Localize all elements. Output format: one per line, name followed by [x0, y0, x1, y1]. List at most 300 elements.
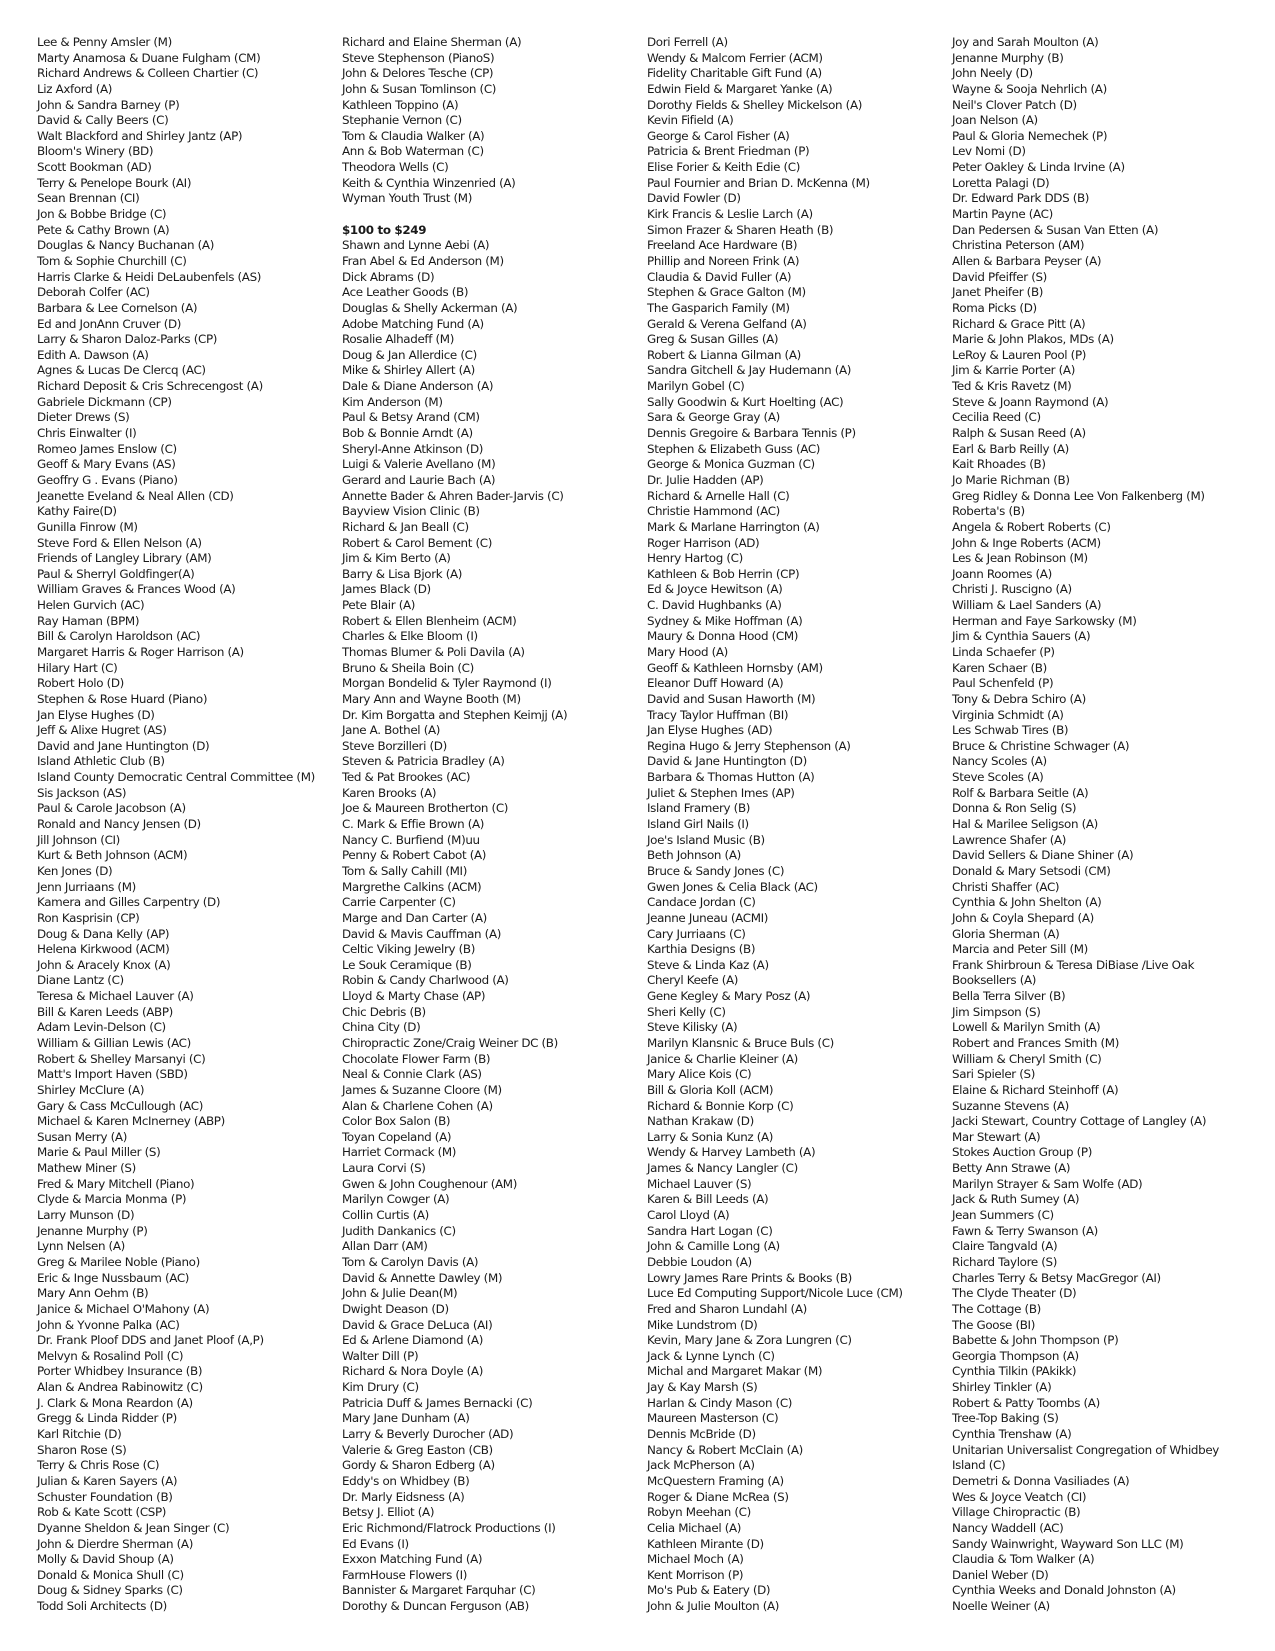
donor-entry: Bruno & Sheila Boin (C)	[342, 660, 474, 675]
donor-entry: Bayview Vision Clinic (B)	[342, 504, 480, 519]
donor-entry: Cary Jurriaans (C)	[647, 926, 746, 941]
donor-entry: Linda Schaefer (P)	[952, 644, 1055, 659]
donor-entry: Richard & Nora Doyle (A)	[342, 1364, 483, 1379]
donor-entry: Gwen Jones & Celia Black (AC)	[647, 879, 818, 894]
donor-entry: Donald & Mary Setsodi (CM)	[952, 863, 1111, 878]
donor-entry: Steve Ford & Ellen Nelson (A)	[37, 535, 202, 550]
donor-entry: Judith Dankanics (C)	[342, 1223, 456, 1238]
donor-entry: Ann & Bob Waterman (C)	[342, 144, 484, 159]
donor-entry: Doug & Sidney Sparks (C)	[37, 1583, 183, 1598]
donor-entry: Charles Terry & Betsy MacGregor (AI)	[952, 1270, 1161, 1285]
donor-entry: Janice & Michael O'Mahony (A)	[37, 1301, 210, 1316]
donor-entry: Richard and Elaine Sherman (A)	[342, 35, 522, 49]
donor-entry: Ray Haman (BPM)	[37, 613, 140, 628]
donor-entry: Neal & Connie Clark (AS)	[342, 1067, 482, 1082]
donor-entry: Bannister & Margaret Farquhar (C)	[342, 1583, 536, 1598]
donor-entry: Nancy C. Burfiend (M)uu	[342, 832, 480, 847]
donor-entry: Edwin Field & Margaret Yanke (A)	[647, 81, 833, 96]
donor-entry: Sandra Hart Logan (C)	[647, 1223, 773, 1238]
donor-entry: Mathew Miner (S)	[37, 1161, 136, 1176]
donor-entry: Jenn Jurriaans (M)	[37, 879, 136, 894]
donor-entry: Dr. Julie Hadden (AP)	[647, 472, 764, 487]
donor-entry: Earl & Barb Reilly (A)	[952, 441, 1069, 456]
donor-entry: Jon & Bobbe Bridge (C)	[37, 207, 167, 222]
donor-entry: Island Girl Nails (I)	[647, 817, 749, 832]
donor-entry: Marie & John Plakos, MDs (A)	[952, 332, 1114, 347]
donor-entry: Ed & Arlene Diamond (A)	[342, 1333, 483, 1348]
donor-entry: Chic Debris (B)	[342, 1004, 426, 1019]
donor-list-page	[37, 35, 1267, 1635]
donor-entry: Village Chiropractic (B)	[952, 1505, 1081, 1520]
donor-entry: Walter Dill (P)	[342, 1348, 419, 1363]
donor-entry: Paul Schenfeld (P)	[952, 676, 1054, 691]
donor-entry: John & Julie Dean(M)	[342, 1286, 458, 1301]
donor-entry: Karen Schaer (B)	[952, 660, 1047, 675]
donor-entry: Sari Spieler (S)	[952, 1067, 1036, 1082]
donor-entry: China City (D)	[342, 1020, 421, 1035]
donor-entry: Friends of Langley Library (AM)	[37, 551, 212, 566]
donor-entry: Paul Fournier and Brian D. McKenna (M)	[647, 175, 870, 190]
donor-entry: Karthia Designs (B)	[647, 942, 756, 957]
donor-entry: Hilary Hart (C)	[37, 660, 118, 675]
donor-entry: Henry Hartog (C)	[647, 551, 743, 566]
donor-entry: Sharon Rose (S)	[37, 1442, 127, 1457]
donor-entry: Cecilia Reed (C)	[952, 410, 1041, 425]
donor-entry: Jacki Stewart, Country Cottage of Langley (A)	[952, 1114, 1207, 1129]
donor-entry: Richard Taylore (S)	[952, 1254, 1058, 1269]
donor-entry: Karen Brooks (A)	[342, 785, 437, 800]
donor-entry: Martin Payne (AC)	[952, 207, 1053, 222]
donor-entry: Gordy & Sharon Edberg (A)	[342, 1458, 495, 1473]
donor-entry: Roma Picks (D)	[952, 300, 1037, 315]
donor-entry: Jenanne Murphy (P)	[37, 1223, 148, 1238]
donor-entry: Paul & Gloria Nemechek (P)	[952, 128, 1108, 143]
donor-entry: Robyn Meehan (C)	[647, 1505, 751, 1520]
donor-entry: Betsy J. Elliot (A)	[342, 1505, 435, 1520]
donor-entry: Lawrence Shafer (A)	[952, 832, 1067, 847]
donor-entry: Tom & Sally Cahill (MI)	[342, 863, 467, 878]
donor-entry: Color Box Salon (B)	[342, 1114, 451, 1129]
donor-entry: Annette Bader & Ahren Bader-Jarvis (C)	[342, 488, 564, 503]
donor-entry: Gerard and Laurie Bach (A)	[342, 472, 496, 487]
donor-entry: David & Mavis Cauffman (A)	[342, 926, 502, 941]
donor-entry: Dr. Kim Borgatta and Stephen Keimjj (A)	[342, 707, 568, 722]
donor-entry: Jill Johnson (CI)	[37, 832, 120, 847]
donor-entry: David & Cally Beers (C)	[37, 113, 169, 128]
donor-entry: Steve Scoles (A)	[952, 770, 1044, 785]
donor-entry: Terry & Chris Rose (C)	[37, 1458, 160, 1473]
donor-entry: Michal and Margaret Makar (M)	[647, 1364, 823, 1379]
donor-entry: George & Monica Guzman (C)	[647, 457, 815, 472]
donor-entry: FarmHouse Flowers (I)	[342, 1567, 468, 1582]
donor-entry: Claudia & Tom Walker (A)	[952, 1552, 1095, 1567]
donor-entry: Harlan & Cindy Mason (C)	[647, 1395, 793, 1410]
donor-entry: Doug & Dana Kelly (AP)	[37, 926, 170, 941]
donor-entry: Steve Borzilleri (D)	[342, 738, 447, 753]
donor-entry: James & Nancy Langler (C)	[647, 1161, 798, 1176]
donor-entry: Sis Jackson (AS)	[37, 785, 127, 800]
donor-entry: Shirley McClure (A)	[37, 1082, 145, 1097]
donor-entry: Barry & Lisa Bjork (A)	[342, 566, 463, 581]
donor-entry: C. Mark & Effie Brown (A)	[342, 817, 485, 832]
donor-entry: Molly & David Shoup (A)	[37, 1552, 174, 1567]
donor-entry: David Sellers & Diane Shiner (A)	[952, 848, 1134, 863]
donor-entry: Gregg & Linda Ridder (P)	[37, 1411, 177, 1426]
donor-entry: Demetri & Donna Vasiliades (A)	[952, 1473, 1130, 1488]
donor-entry: Dyanne Sheldon & Jean Singer (C)	[37, 1520, 230, 1535]
donor-entry: Allan Darr (AM)	[342, 1239, 428, 1254]
donor-entry: Dorothy Fields & Shelley Mickelson (A)	[647, 97, 863, 112]
donor-entry: Jim & Karrie Porter (A)	[952, 363, 1075, 378]
donor-entry: John & Inge Roberts (ACM)	[952, 535, 1101, 550]
donor-entry: Kent Morrison (P)	[647, 1567, 744, 1582]
donor-entry: Gloria Sherman (A)	[952, 926, 1060, 941]
donor-entry: Carrie Carpenter (C)	[342, 895, 456, 910]
donor-entry: Larry & Beverly Durocher (AD)	[342, 1427, 514, 1442]
donor-entry: Celia Michael (A)	[647, 1520, 742, 1535]
donor-entry: Matt's Import Haven (SBD)	[37, 1067, 188, 1082]
donor-entry: Patricia & Brent Friedman (P)	[647, 144, 810, 159]
donor-entry: Regina Hugo & Jerry Stephenson (A)	[647, 738, 851, 753]
donor-entry: David and Susan Haworth (M)	[647, 691, 816, 706]
donor-entry: Jay & Kay Marsh (S)	[647, 1380, 758, 1395]
donor-entry: Chocolate Flower Farm (B)	[342, 1051, 491, 1066]
donor-entry: Dwight Deason (D)	[342, 1301, 449, 1316]
donor-entry: Kathleen & Bob Herrin (CP)	[647, 566, 800, 581]
donor-entry: Daniel Weber (D)	[952, 1567, 1049, 1582]
donor-entry: Bill & Carolyn Haroldson (AC)	[37, 629, 201, 644]
donor-entry: Les & Jean Robinson (M)	[952, 551, 1088, 566]
donor-entry: Helen Gurvich (AC)	[37, 598, 145, 613]
donor-entry: Joan Nelson (A)	[952, 113, 1038, 128]
donor-entry: Robert & Lianna Gilman (A)	[647, 347, 801, 362]
donor-entry: Clyde & Marcia Monma (P)	[37, 1192, 187, 1207]
donor-entry: Laura Corvi (S)	[342, 1161, 426, 1176]
donor-entry: John & Aracely Knox (A)	[37, 957, 171, 972]
donor-entry: Robert & Shelley Marsanyi (C)	[37, 1051, 206, 1066]
donor-entry: Edith A. Dawson (A)	[37, 347, 149, 362]
donor-entry: Robert and Frances Smith (M)	[952, 1036, 1120, 1050]
donor-entry: Dick Abrams (D)	[342, 269, 435, 284]
donor-entry: Eric & Inge Nussbaum (AC)	[37, 1270, 190, 1285]
donor-entry: Mike & Shirley Allert (A)	[342, 363, 475, 378]
donor-entry: Debbie Loudon (A)	[647, 1254, 752, 1269]
donor-entry: Dr. Marly Eidsness (A)	[342, 1489, 465, 1504]
donor-entry: William & Cheryl Smith (C)	[952, 1051, 1102, 1066]
donor-entry: Dieter Drews (S)	[37, 410, 130, 425]
donor-entry: Richard Deposit & Cris Schrecengost (A)	[37, 379, 263, 394]
donor-entry: Richard Andrews & Colleen Chartier (C)	[37, 66, 259, 81]
donor-entry: David & Annette Dawley (M)	[342, 1270, 503, 1285]
donor-entry: Mary Jane Dunham (A)	[342, 1411, 470, 1426]
donor-entry: Jeff & Alixe Hugret (AS)	[37, 723, 167, 738]
donor-entry: Marilyn Strayer & Sam Wolfe (AD)	[952, 1176, 1143, 1191]
donor-entry: Helena Kirkwood (ACM)	[37, 942, 170, 957]
donor-entry: Rolf & Barbara Seitle (A)	[952, 785, 1089, 800]
donor-entry: Beth Johnson (A)	[647, 848, 741, 863]
donor-entry: Susan Merry (A)	[37, 1129, 128, 1144]
donor-column-4	[952, 35, 1267, 1635]
donor-entry: Hal & Marilee Seligson (A)	[952, 817, 1098, 832]
donor-entry: Freeland Ace Hardware (B)	[647, 238, 798, 253]
donor-entry: Christi J. Ruscigno (A)	[952, 582, 1072, 597]
donor-entry: Jean Summers (C)	[952, 1208, 1054, 1223]
donor-entry: Gwen & John Coughenour (AM)	[342, 1176, 518, 1191]
donor-entry: Mary Ann Oehm (B)	[37, 1286, 149, 1301]
donor-entry: Loretta Palagi (D)	[952, 175, 1050, 190]
donor-entry: Robert & Patty Toombs (A)	[952, 1395, 1100, 1410]
donor-entry: Wyman Youth Trust (M)	[342, 191, 473, 206]
donor-entry: Todd Soli Architects (D)	[37, 1599, 167, 1614]
donor-entry: Gary & Cass McCullough (AC)	[37, 1098, 203, 1113]
donor-entry: Christie Hammond (AC)	[647, 504, 780, 519]
donor-entry: Valerie & Greg Easton (CB)	[342, 1442, 493, 1457]
donor-entry: Wendy & Malcom Ferrier (ACM)	[647, 50, 823, 65]
donor-entry: Geoffry G . Evans (Piano)	[37, 472, 178, 487]
donor-entry: Greg & Susan Gilles (A)	[647, 332, 779, 347]
donor-entry: Exxon Matching Fund (A)	[342, 1552, 483, 1567]
donor-entry: Sandra Gitchell & Jay Hudemann (A)	[647, 363, 852, 378]
donor-entry: Pete Blair (A)	[342, 598, 416, 613]
donor-entry: Adam Levin-Delson (C)	[37, 1020, 166, 1035]
donor-entry: Les Schwab Tires (B)	[952, 723, 1069, 738]
donor-entry: Claudia & David Fuller (A)	[647, 269, 792, 284]
donor-entry: Sandy Wainwright, Wayward Son LLC (M)	[952, 1536, 1184, 1551]
donor-entry: Tom & Claudia Walker (A)	[342, 128, 485, 143]
donor-entry: Thomas Blumer & Poli Davila (A)	[342, 644, 525, 659]
donor-entry: Greg & Marilee Noble (Piano)	[37, 1254, 200, 1269]
donor-entry: Joy and Sarah Moulton (A)	[952, 35, 1099, 49]
donor-entry: Roger & Diane McRea (S)	[647, 1489, 789, 1504]
donor-entry: Lloyd & Marty Chase (AP)	[342, 989, 486, 1004]
donor-entry: Mary Ann and Wayne Booth (M)	[342, 691, 521, 706]
donor-entry: Jan Elyse Hughes (D)	[37, 707, 155, 722]
donor-entry: Fidelity Charitable Gift Fund (A)	[647, 66, 822, 81]
donor-entry: Shirley Tinkler (A)	[952, 1380, 1052, 1395]
donor-entry: Joe & Maureen Brotherton (C)	[342, 801, 509, 816]
donor-entry: Greg Ridley & Donna Lee Von Falkenberg (M)	[952, 488, 1205, 503]
donor-entry: Carol Lloyd (A)	[647, 1208, 730, 1223]
donor-entry: Bella Terra Silver (B)	[952, 989, 1066, 1004]
donor-entry: Phillip and Noreen Frink (A)	[647, 253, 800, 268]
donor-entry: Steve Stephenson (PianoS)	[342, 50, 495, 65]
donor-entry: Fawn & Terry Swanson (A)	[952, 1223, 1098, 1238]
donor-entry: Marilyn Gobel (C)	[647, 379, 745, 394]
donor-entry: Georgia Thompson (A)	[952, 1348, 1079, 1363]
donation-tier-heading: $100 to $249	[342, 222, 427, 237]
donor-entry: Ron Kasprisin (CP)	[37, 910, 140, 925]
donor-entry: Harris Clarke & Heidi DeLaubenfels (AS)	[37, 269, 262, 284]
donor-entry: David Pfeiffer (S)	[952, 269, 1047, 284]
donor-entry: Jim & Cynthia Sauers (A)	[952, 629, 1091, 644]
donor-entry: Larry Munson (D)	[37, 1208, 135, 1223]
donor-entry: Luigi & Valerie Avellano (M)	[342, 457, 496, 472]
donor-entry: Collin Curtis (A)	[342, 1208, 429, 1223]
donor-entry: Ted & Kris Ravetz (M)	[952, 379, 1072, 394]
donor-entry: Paul & Carole Jacobson (A)	[37, 801, 186, 816]
donor-entry: Douglas & Shelly Ackerman (A)	[342, 300, 518, 315]
donor-entry: Gene Kegley & Mary Posz (A)	[647, 989, 811, 1004]
donor-entry: Eddy's on Whidbey (B)	[342, 1473, 470, 1488]
donor-entry: Island County Democratic Central Committee (M)	[37, 770, 315, 785]
donor-entry: Barbara & Thomas Hutton (A)	[647, 770, 815, 785]
donor-entry: Eleanor Duff Howard (A)	[647, 676, 784, 691]
donor-entry: Liz Axford (A)	[37, 81, 113, 96]
donor-entry: Unitarian Universalist Congregation of Whidbey	[952, 1442, 1219, 1457]
donor-entry: Ronald and Nancy Jensen (D)	[37, 817, 201, 832]
donor-entry: Candace Jordan (C)	[647, 895, 756, 910]
donor-entry: Romeo James Enslow (C)	[37, 441, 177, 456]
donor-entry: Christina Peterson (AM)	[952, 238, 1085, 253]
donor-entry: Jenanne Murphy (B)	[952, 50, 1064, 65]
donor-entry: Kamera and Gilles Carpentry (D)	[37, 895, 221, 910]
donor-entry: Lee & Penny Amsler (M)	[37, 35, 172, 49]
donor-entry: Cynthia Trenshaw (A)	[952, 1427, 1072, 1442]
donor-entry: Marie & Paul Miller (S)	[37, 1145, 161, 1160]
donor-entry: The Clyde Theater (D)	[952, 1286, 1077, 1301]
donor-entry: Dr. Edward Park DDS (B)	[952, 191, 1090, 206]
donor-entry: Sara & George Gray (A)	[647, 410, 780, 425]
donor-entry: Agnes & Lucas De Clercq (AC)	[37, 363, 206, 378]
donor-entry: Suzanne Stevens (A)	[952, 1098, 1069, 1113]
donor-entry: Mo's Pub & Eatery (D)	[647, 1583, 771, 1598]
donor-entry: Kim Anderson (M)	[342, 394, 443, 409]
donor-entry: Frank Shirbroun & Teresa DiBiase /Live Oak	[952, 957, 1195, 972]
donor-entry: Steve Kilisky (A)	[647, 1020, 738, 1035]
donor-entry: Barbara & Lee Cornelson (A)	[37, 300, 198, 315]
donor-entry: Neil's Clover Patch (D)	[952, 97, 1077, 112]
donor-entry: Marcia and Peter Sill (M)	[952, 942, 1088, 957]
donor-entry: Jim Simpson (S)	[952, 1004, 1041, 1019]
donor-entry: Kathy Faire(D)	[37, 504, 117, 519]
donor-entry: Mar Stewart (A)	[952, 1129, 1041, 1144]
donor-entry: Bob & Bonnie Arndt (A)	[342, 426, 473, 441]
donor-entry: The Cottage (B)	[952, 1301, 1041, 1316]
donor-entry: Tony & Debra Schiro (A)	[952, 691, 1086, 706]
donor-entry: Maury & Donna Hood (CM)	[647, 629, 799, 644]
donor-entry: David & Jane Huntington (D)	[647, 754, 807, 769]
donor-entry: Deborah Colfer (AC)	[37, 285, 150, 300]
donor-entry: Geoff & Mary Evans (AS)	[37, 457, 176, 472]
donor-entry: Walt Blackford and Shirley Jantz (AP)	[37, 128, 243, 143]
donor-entry: Nancy & Robert McClain (A)	[647, 1442, 803, 1457]
donor-entry: Mike Lundstrom (D)	[647, 1317, 758, 1332]
donor-entry: Robert & Carol Bement (C)	[342, 535, 493, 550]
donor-entry: Cynthia & John Shelton (A)	[952, 895, 1102, 910]
blank-spacer	[342, 207, 647, 223]
donor-entry: Rob & Kate Scott (CSP)	[37, 1505, 167, 1520]
donor-entry: Robin & Candy Charlwood (A)	[342, 973, 509, 988]
donor-entry: John & Dierdre Sherman (A)	[37, 1536, 193, 1551]
donor-entry: Karl Ritchie (D)	[37, 1427, 122, 1442]
donor-entry: Toyan Copeland (A)	[342, 1129, 452, 1144]
donor-entry: Joann Roomes (A)	[952, 566, 1052, 581]
donor-entry: Jack McPherson (A)	[647, 1458, 755, 1473]
donor-entry: Bill & Gloria Koll (ACM)	[647, 1082, 774, 1097]
donor-column-3	[647, 35, 952, 1635]
donor-entry: John & Julie Moulton (A)	[647, 1599, 780, 1614]
donor-entry: Stephen & Rose Huard (Piano)	[37, 691, 208, 706]
donor-entry: Wendy & Harvey Lambeth (A)	[647, 1145, 816, 1160]
donor-entry: McQuestern Framing (A)	[647, 1473, 784, 1488]
donor-entry: Le Souk Ceramique (B)	[342, 957, 472, 972]
donor-entry: Marilyn Klansnic & Bruce Buls (C)	[647, 1036, 834, 1050]
donor-entry: Lowell & Marilyn Smith (A)	[952, 1020, 1101, 1035]
donor-entry: Dennis Gregoire & Barbara Tennis (P)	[647, 426, 856, 441]
donor-entry: Dan Pedersen & Susan Van Etten (A)	[952, 222, 1159, 237]
donor-entry: Herman and Faye Sarkowsky (M)	[952, 613, 1137, 628]
donor-entry: Joe's Island Music (B)	[647, 832, 765, 847]
donor-entry: Eric Richmond/Flatrock Productions (I)	[342, 1520, 556, 1535]
donor-entry: Gerald & Verena Gelfand (A)	[647, 316, 807, 331]
donor-entry: Bruce & Christine Schwager (A)	[952, 738, 1130, 753]
donor-entry: Dennis McBride (D)	[647, 1427, 756, 1442]
donor-entry: William & Lael Sanders (A)	[952, 598, 1102, 613]
donor-entry: Luce Ed Computing Support/Nicole Luce (CM)	[647, 1286, 903, 1301]
donor-entry: Sean Brennan (CI)	[37, 191, 140, 206]
donor-entry: Virginia Schmidt (A)	[952, 707, 1064, 722]
donor-entry: Ed Evans (I)	[342, 1536, 409, 1551]
donor-entry: The Gasparich Family (M)	[647, 300, 790, 315]
donor-entry: Bloom's Winery (BD)	[37, 144, 154, 159]
donor-entry: Kevin, Mary Jane & Zora Lungren (C)	[647, 1333, 852, 1348]
donor-entry: John & Sandra Barney (P)	[37, 97, 180, 112]
donor-entry: Doug & Jan Allerdice (C)	[342, 347, 477, 362]
donor-entry: John & Yvonne Palka (AC)	[37, 1317, 180, 1332]
donor-entry: The Goose (BI)	[952, 1317, 1035, 1332]
donor-entry: Tom & Sophie Churchill (C)	[37, 253, 187, 268]
donor-entry: Kurt & Beth Johnson (ACM)	[37, 848, 188, 863]
donor-entry: Richard & Grace Pitt (A)	[952, 316, 1086, 331]
donor-entry: John Neely (D)	[952, 66, 1033, 81]
donor-entry: Bill & Karen Leeds (ABP)	[37, 1004, 173, 1019]
donor-entry: Nancy Scoles (A)	[952, 754, 1047, 769]
donor-entry: Jeanne Juneau (ACMI)	[647, 910, 769, 925]
donor-entry: Penny & Robert Cabot (A)	[342, 848, 487, 863]
donor-entry: Kim Drury (C)	[342, 1380, 419, 1395]
donor-entry: Gabriele Dickmann (CP)	[37, 394, 172, 409]
donor-entry: Jack & Lynne Lynch (C)	[647, 1348, 775, 1363]
donor-entry: Island (C)	[952, 1458, 1006, 1473]
donor-entry: Ken Jones (D)	[37, 863, 113, 878]
donor-entry: Janice & Charlie Kleiner (A)	[647, 1051, 798, 1066]
donor-entry: Margaret Harris & Roger Harrison (A)	[37, 644, 244, 659]
donor-entry: Sheryl-Anne Atkinson (D)	[342, 441, 484, 456]
donor-entry: Michael & Karen McInerney (ABP)	[37, 1114, 225, 1129]
donor-entry: Richard & Bonnie Korp (C)	[647, 1098, 794, 1113]
donor-entry: Christi Shaffer (AC)	[952, 879, 1060, 894]
donor-entry: Juliet & Stephen Imes (AP)	[647, 785, 795, 800]
donor-entry: Angela & Robert Roberts (C)	[952, 519, 1111, 534]
donor-entry: James Black (D)	[342, 582, 431, 597]
donor-entry: Robert & Ellen Blenheim (ACM)	[342, 613, 517, 628]
donor-entry: Nathan Krakaw (D)	[647, 1114, 754, 1129]
donor-entry: Chris Einwalter (I)	[37, 426, 137, 441]
donor-entry: Cheryl Keefe (A)	[647, 973, 739, 988]
donor-entry: Stephen & Grace Galton (M)	[647, 285, 806, 300]
donor-entry: Wayne & Sooja Nehrlich (A)	[952, 81, 1107, 96]
donor-entry: Dr. Frank Ploof DDS and Janet Ploof (A,P)	[37, 1333, 264, 1348]
donor-entry: Elise Forier & Keith Edie (C)	[647, 160, 801, 175]
donor-entry: Marge and Dan Carter (A)	[342, 910, 487, 925]
donor-entry: Kirk Francis & Leslie Larch (A)	[647, 207, 813, 222]
donor-entry: J. Clark & Mona Reardon (A)	[37, 1395, 193, 1410]
donor-entry: Ralph & Susan Reed (A)	[952, 426, 1086, 441]
donor-entry: Steve & Joann Raymond (A)	[952, 394, 1109, 409]
donor-entry: Fran Abel & Ed Anderson (M)	[342, 253, 504, 268]
donor-entry: Ed and JonAnn Cruver (D)	[37, 316, 182, 331]
donor-entry: Lowry James Rare Prints & Books (B)	[647, 1270, 852, 1285]
